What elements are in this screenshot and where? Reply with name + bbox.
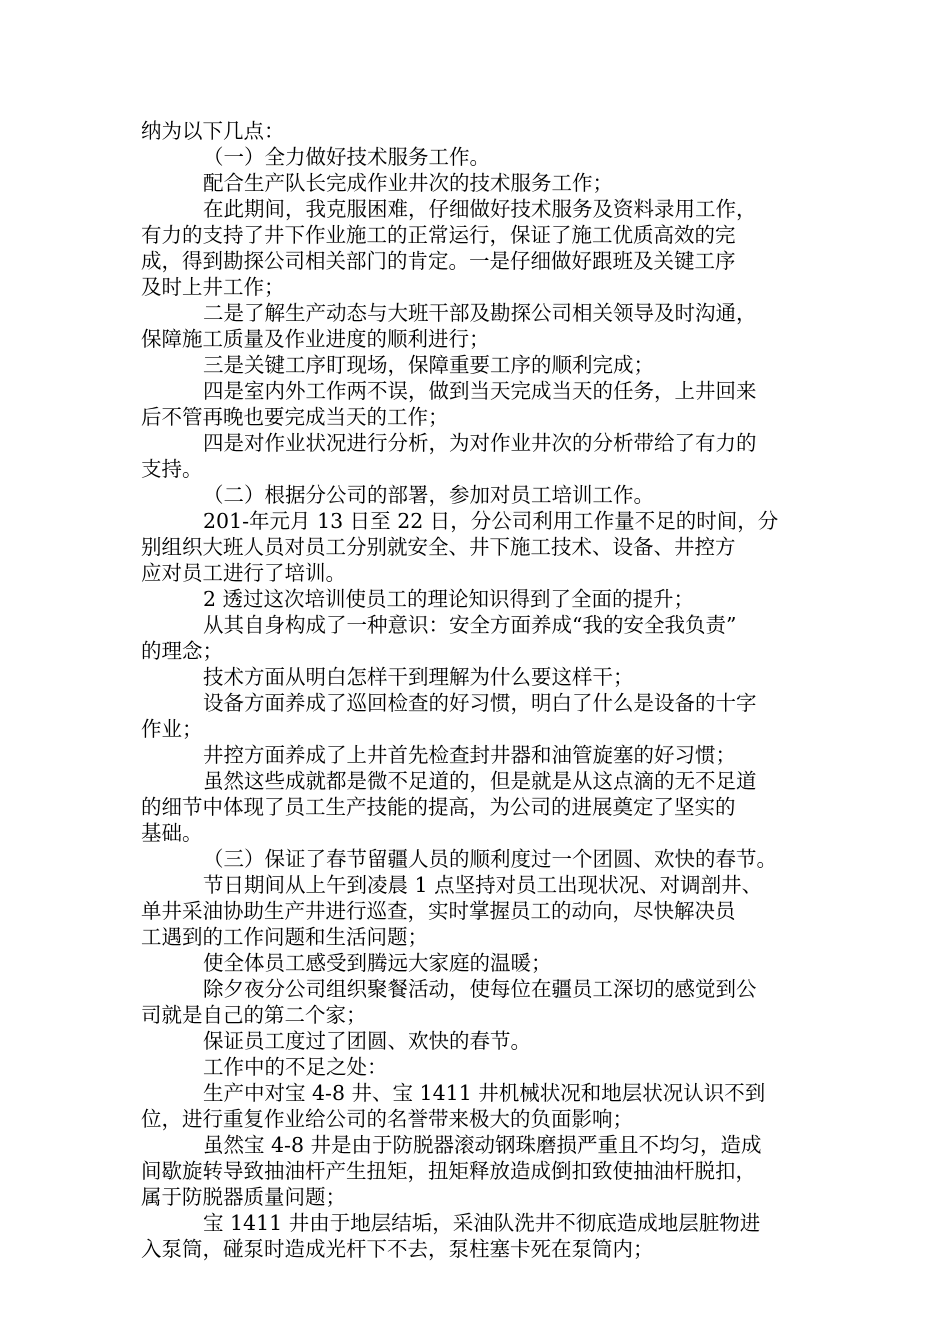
text-line: 从其自身构成了一种意识：安全方面养成“我的安全我负责”: [203, 613, 737, 637]
text-line: 属于防脱器质量问题；: [141, 1185, 346, 1209]
text-line: 及时上井工作；: [141, 275, 285, 299]
text-line: 2 透过这次培训使员工的理论知识得到了全面的提升；: [203, 587, 695, 611]
text-line: 司就是自己的第二个家；: [141, 1003, 367, 1027]
text-line: 基础。: [141, 821, 203, 845]
text-line: 使全体员工感受到腾远大家庭的温暖；: [203, 951, 552, 975]
text-line: 设备方面养成了巡回检查的好习惯，明白了什么是设备的十字: [203, 691, 757, 715]
text-line: 后不管再晚也要完成当天的工作；: [141, 405, 449, 429]
text-line: 保障施工质量及作业进度的顺利进行；: [141, 327, 490, 351]
text-line: 虽然宝 4-8 井是由于防脱器滚动钢珠磨损严重且不均匀，造成: [203, 1133, 762, 1157]
text-line: 宝 1411 井由于地层结垢，采油队洗井不彻底造成地层脏物进: [203, 1211, 761, 1235]
text-line: 配合生产队长完成作业井次的技术服务工作；: [203, 171, 613, 195]
text-line: 的细节中体现了员工生产技能的提高，为公司的进展奠定了坚实的: [141, 795, 736, 819]
text-line: 节日期间从上午到凌晨 1 点坚持对员工出现状况、对调剖井、: [203, 873, 763, 897]
text-line: 四是室内外工作两不误，做到当天完成当天的任务，上井回来: [203, 379, 757, 403]
text-line: 虽然这些成就都是微不足道的，但是就是从这点滴的无不足道: [203, 769, 757, 793]
text-line: 纳为以下几点：: [141, 119, 285, 143]
text-line: 技术方面从明白怎样干到理解为什么要这样干；: [203, 665, 634, 689]
text-line: （一）全力做好技术服务工作。: [203, 145, 490, 169]
text-line: 二是了解生产动态与大班干部及勘探公司相关领导及时沟通，: [203, 301, 757, 325]
text-line: 入泵筒，碰泵时造成光杆下不去，泵柱塞卡死在泵筒内；: [141, 1237, 654, 1261]
text-line: 工遇到的工作问题和生活问题；: [141, 925, 428, 949]
text-line: 位，进行重复作业给公司的名誉带来极大的负面影响；: [141, 1107, 633, 1131]
text-line: 三是关键工序盯现场，保障重要工序的顺利完成；: [203, 353, 654, 377]
text-line: 别组织大班人员对员工分别就安全、井下施工技术、设备、井控方: [141, 535, 736, 559]
text-line: 应对员工进行了培训。: [141, 561, 346, 585]
text-line: 生产中对宝 4-8 井、宝 1411 井机械状况和地层状况认识不到: [203, 1081, 766, 1105]
text-line: 保证员工度过了团圆、欢快的春节。: [203, 1029, 531, 1053]
text-line: 井控方面养成了上井首先检查封井器和油管旋塞的好习惯；: [203, 743, 736, 767]
document-page: [141, 118, 813, 1262]
text-line: 的理念；: [141, 639, 223, 663]
text-line: 有力的支持了井下作业施工的正常运行，保证了施工优质高效的完: [141, 223, 736, 247]
text-line: （二）根据分公司的部署，参加对员工培训工作。: [203, 483, 654, 507]
text-line: 支持。: [141, 457, 203, 481]
text-line: 201-年元月 13 日至 22 日，分公司利用工作量不足的时间，分: [203, 509, 779, 533]
text-line: 四是对作业状况进行分析，为对作业井次的分析带给了有力的: [203, 431, 757, 455]
text-line: 间歇旋转导致抽油杆产生扭矩，扭矩释放造成倒扣致使抽油杆脱扣，: [141, 1159, 756, 1183]
text-line: 除夕夜分公司组织聚餐活动，使每位在疆员工深切的感觉到公: [203, 977, 757, 1001]
text-line: 作业；: [141, 717, 203, 741]
text-line: 在此期间，我克服困难，仔细做好技术服务及资料录用工作，: [203, 197, 757, 221]
text-line: 成，得到勘探公司相关部门的肯定。一是仔细做好跟班及关键工序: [141, 249, 736, 273]
text-line: 工作中的不足之处：: [203, 1055, 388, 1079]
text-line: （三）保证了春节留疆人员的顺利度过一个团圆、欢快的春节。: [203, 847, 777, 871]
text-line: 单井采油协助生产井进行巡查，实时掌握员工的动向，尽快解决员: [141, 899, 736, 923]
